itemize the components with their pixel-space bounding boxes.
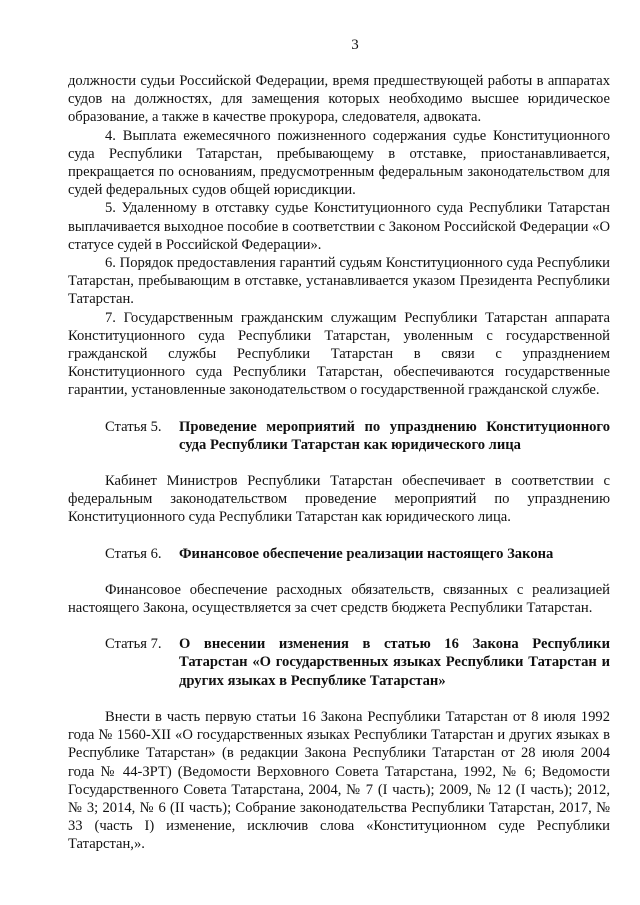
article-5-label: Статья 5.	[105, 418, 162, 435]
document-body	[68, 72, 610, 854]
article-5-text: Кабинет Министров Республики Татарстан обеспечивает в соответствии с федеральным законодательством проведение мероприятий по упразднению Конституционного суда Республики Татарстан как юридического лица.	[68, 473, 610, 526]
page-number: 3	[351, 37, 359, 53]
article-5-heading	[68, 418, 610, 454]
paragraph-item-6: 6. Порядок предоставления гарантий судьям Конституционного суда Республики Татарстан, пребывающим в отставке, устанавливается указом Президента Республики Татарстан.	[68, 255, 610, 308]
paragraph-item-4: 4. Выплата ежемесячного пожизненного содержания судье Конституционного суда Республики Татарстан, пребывающему в отставке, приостанавливается, прекращается по основаниям, предусмотренным федеральным законодательством для судей федеральных судов общей юрисдикции.	[68, 127, 610, 199]
article-6-title: Финансовое обеспечение реализации настоящего Закона	[179, 545, 554, 562]
article-7-title: О внесении изменения в статью 16 Закона Республики Татарстан «О государственных языках Республики Татарстан и других языках в Республике Татарстан»	[179, 636, 610, 689]
paragraph-continuation: должности судьи Российской Федерации, время предшествующей работы в аппаратах судов на должностях, для замещения которых необходимо высшее юридическое образование, а также в качестве прокурора, следователя, адвоката.	[68, 73, 610, 126]
article-7-heading	[68, 635, 610, 690]
article-6-heading	[68, 545, 610, 563]
paragraph-item-7: 7. Государственным гражданским служащим Республики Татарстан аппарата Конституционного суда Республики Татарстан, уволенным с государственной гражданской службы Республики Татарстан в связи с упразднением Конституционного суда Республики Татарстан, обеспечиваются государственные гарантии, установленные законодательством о государственной гражданской службе.	[68, 309, 610, 399]
article-5-title: Проведение мероприятий по упразднению Конституционного суда Республики Татарстан как юридического лица	[179, 418, 610, 453]
article-7-text: Внести в часть первую статьи 16 Закона Республики Татарстан от 8 июля 1992 года № 1560-XII «О государственных языках Республики Татарстан и других языках в Республике Татарстан» (в редакции Закона Республики Татарстан от 28 июля 2004 года № 44-ЗРТ) (Ведомости Верховного Совета Татарстана, 1992, № 6; Ведомости Государственного Совета Татарстана, 2004, № 7 (I часть); 2009, № 12 (I часть); 2012, № 3; 2014, № 6 (II часть); Собрание законодательства Республики Татарстан, 2017, № 33 (часть I) изменение, исключив слова «Конституционном суде Республики Татарстан,».	[68, 708, 610, 853]
article-7-label: Статья 7.	[105, 636, 162, 653]
article-6-label: Статья 6.	[105, 545, 162, 562]
article-6-text: Финансовое обеспечение расходных обязательств, связанных с реализацией настоящего Закона, осуществляется за счет средств бюджета Республики Татарстан.	[68, 581, 610, 617]
paragraph-item-5: 5. Удаленному в отставку судье Конституционного суда Республики Татарстан выплачивается выходное пособие в соответствии с Законом Российской Федерации «О статусе судей в Российской Федерации».	[68, 200, 610, 253]
